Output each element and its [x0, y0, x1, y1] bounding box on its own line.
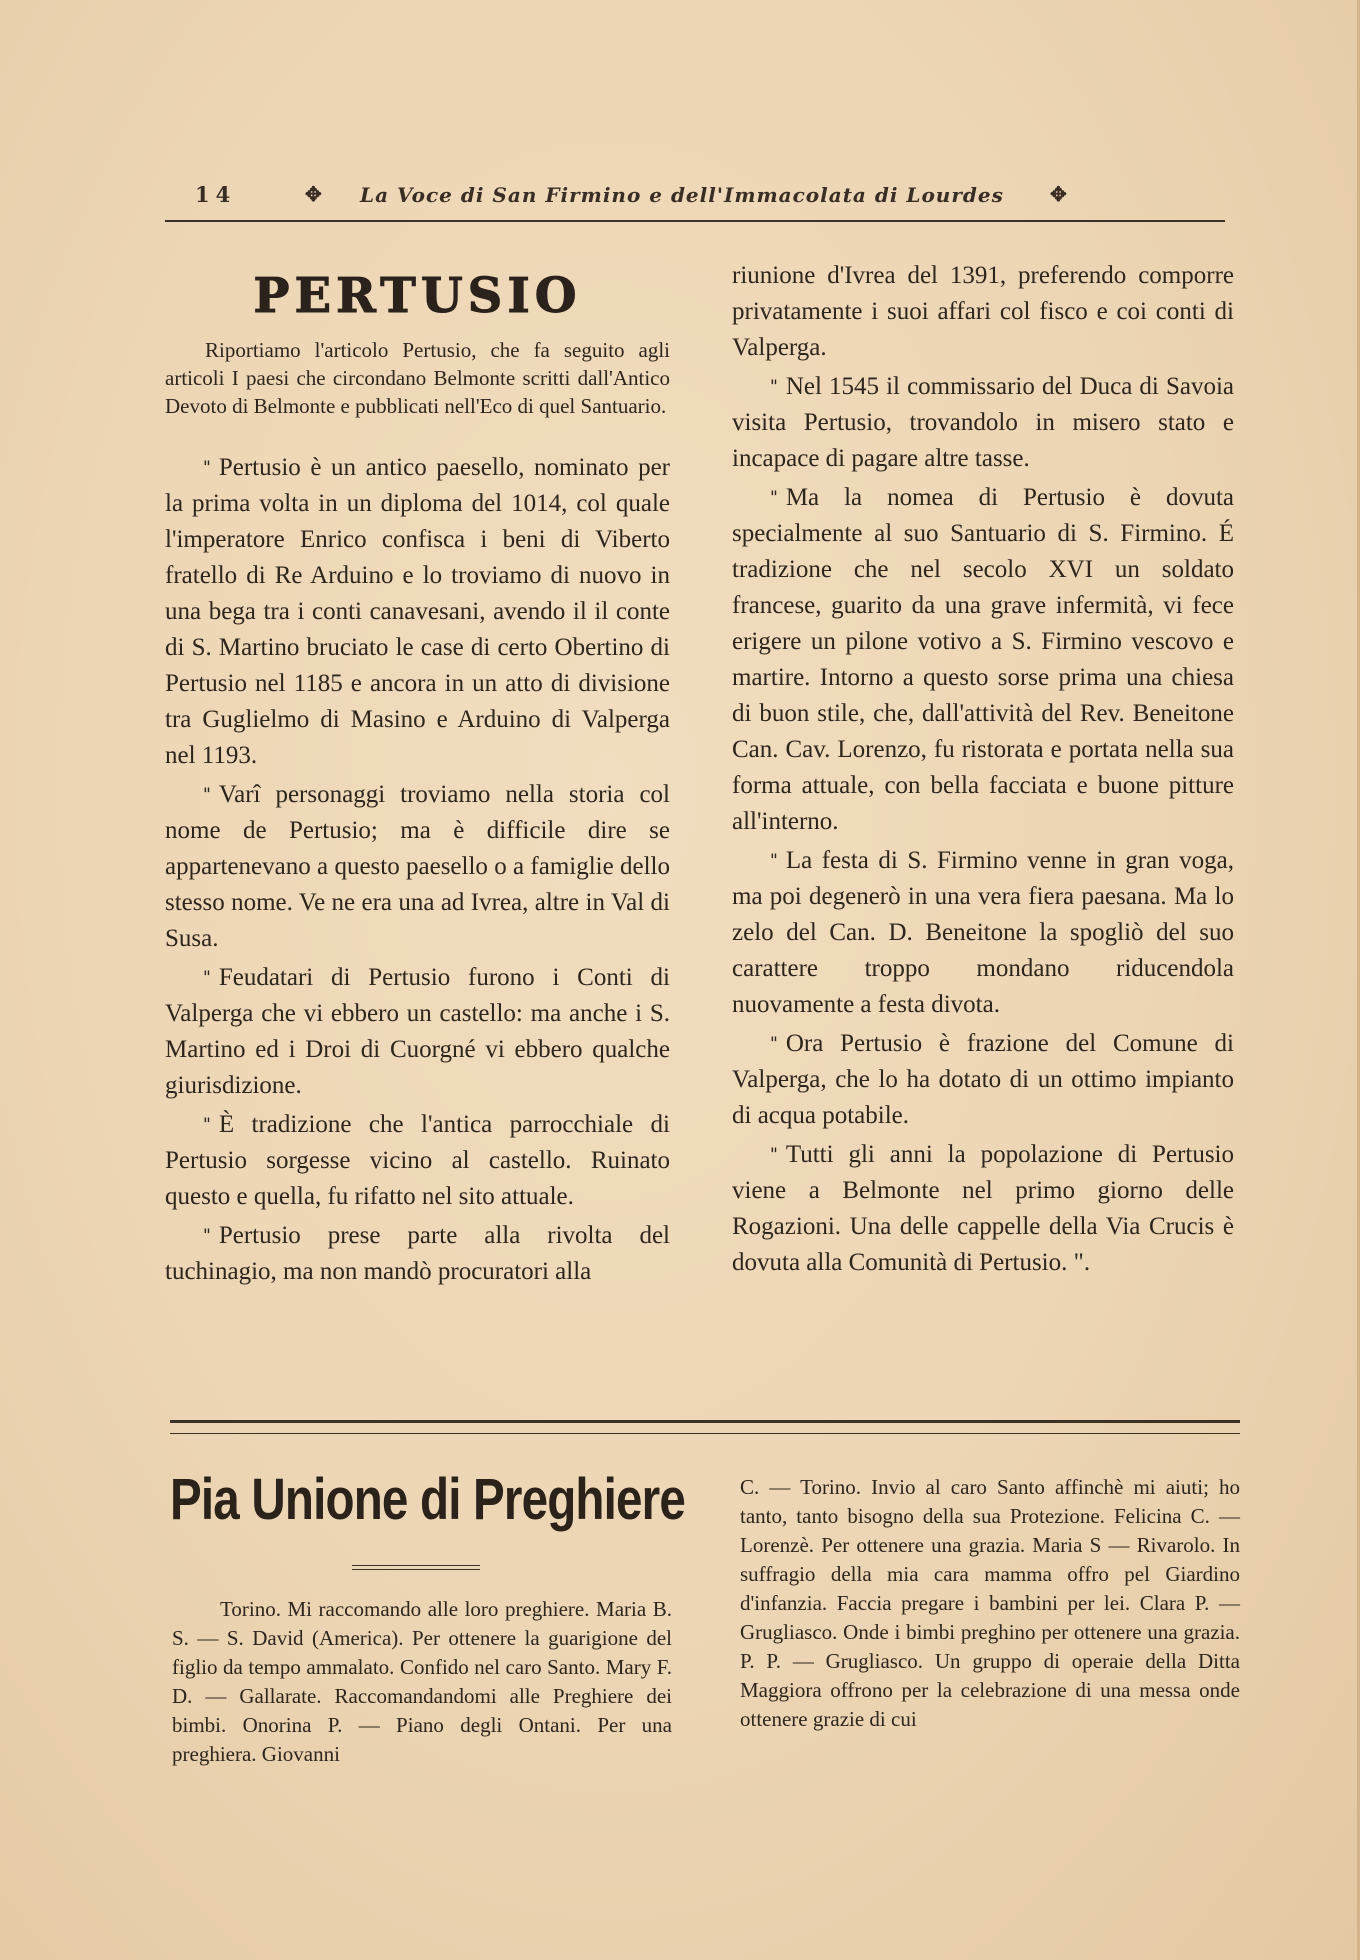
quote-mark: " [770, 488, 778, 508]
quote-mark: " [203, 968, 211, 988]
quote-mark: " [203, 1115, 211, 1135]
quote-mark: " [203, 458, 211, 478]
paragraph-continuation: riunione d'Ivrea del 1391, preferendo comporre privatamente i suoi affari col fisco e coi conti di Valperga. [732, 262, 1234, 361]
paragraph: " Tutti gli anni la popolazione di Pertusio viene a Belmonte nel primo giorno delle Rogazioni. Una delle cappelle della Via Crucis è dovuta alla Comunità di Pertusio. ". [732, 1141, 1234, 1276]
quote-mark: " [203, 1226, 211, 1246]
paragraph: " Ora Pertusio è frazione del Comune di Valperga, che lo ha dotato di un ottimo impianto di acqua potabile. [732, 1030, 1234, 1129]
prayer-requests-text: Torino. Mi raccomando alle loro preghiere. Maria B. S. — S. David (America). Per ottenere la guarigione del figlio da tempo ammalato. Confido nel caro Santo. Mary F. D. — Gallarate. Raccomandandomi alle Preghiere dei bimbi. Onorina P. — Piano degli Ontani. Per una preghiera. Giovanni [172, 1597, 672, 1766]
paragraph: " La festa di S. Firmino venne in gran voga, ma poi degenerò in una vera fiera paesana. Ma lo zelo del Can. D. Beneitone la spogliò del suo carattere troppo mondano riducendola nuovamente a festa divota. [732, 847, 1234, 1018]
article-title-pia-unione: Pia Unione di Preghiere [170, 1467, 686, 1532]
ornament-left-icon: ✥ [305, 182, 322, 206]
paragraph: " Varî personaggi troviamo nella storia col nome de Pertusio; ma è difficile dire se appartenevano a questo paesello o a famiglie dello stesso nome. Ve ne era una ad Ivrea, altre in Val di Susa. [165, 781, 670, 952]
title-underline [352, 1565, 480, 1570]
pia-unione-right-column [740, 1473, 1240, 1734]
paragraph: " È tradizione che l'antica parrocchiale di Pertusio sorgesse vicino al castello. Ruinato questo e quella, fu rifatto nel sito attuale. [165, 1111, 670, 1210]
quote-mark: " [203, 785, 211, 805]
header-rule [165, 220, 1225, 222]
ornament-right-icon: ✥ [1050, 182, 1067, 206]
section-separator [170, 1420, 1240, 1434]
paragraph: " Pertusio è un antico paesello, nominato per la prima volta in un diploma del 1014, col quale l'imperatore Enrico confisca i beni di Viberto fratello di Re Arduino e lo troviamo di nuovo in una bega tra i conti canavesani, avendo il il conte di S. Martino bruciato le case di certo Obertino di Pertusio nel 1185 e ancora in un atto di divisione tra Guglielmo di Masino e Arduino di Valperga nel 1193. [165, 454, 670, 769]
article-intro: Riportiamo l'articolo Pertusio, che fa seguito agli articoli I paesi che circondano Belmonte scritti dall'Antico Devoto di Belmonte e pubblicati nell'Eco di quel Santuario. [165, 338, 670, 418]
running-title: La Voce di San Firmino e dell'Immacolata di Lourdes [360, 183, 1004, 207]
page-number: 14 [195, 182, 237, 207]
quote-mark: " [770, 851, 778, 871]
article-pertusio-right-column [732, 258, 1234, 1284]
pia-unione-left-column [172, 1595, 672, 1769]
paragraph: " Pertusio prese parte alla rivolta del tuchinagio, ma non mandò procuratori alla [165, 1222, 670, 1285]
prayer-requests-text-continued: C. — Torino. Invio al caro Santo affinchè mi aiuti; ho tanto, tanto bisogno della sua Protezione. Felicina C. — Lorenzè. Per ottenere una grazia. Maria S — Rivarolo. In suffragio della mia cara mamma offro pel Giardino d'infanzia. Faccia pregare i bambini per lei. Clara P. — Grugliasco. Onde i bimbi preghino per ottenere una grazia. P. P. — Grugliasco. Un gruppo di operaie della Ditta Maggiora offrono per la celebrazione di una messa onde ottenere grazie di cui [740, 1475, 1240, 1731]
article-title-pertusio: PERTUSIO [253, 268, 582, 324]
paragraph: " Ma la nomea di Pertusio è dovuta specialmente al suo Santuario di S. Firmino. É tradizione che nel secolo XVI un soldato francese, guarito da una grave infermità, vi fece erigere un pilone votivo a S. Firmino vescovo e martire. Intorno a questo sorse prima una chiesa di buon stile, che, dall'attività del Rev. Beneitone Can. Cav. Lorenzo, fu ristorata e portata nella sua forma attuale, con bella facciata e buone pitture all'interno. [732, 484, 1234, 835]
article-pertusio-left-column [165, 258, 670, 1293]
quote-mark: " [770, 1145, 778, 1165]
running-header [165, 182, 1225, 214]
quote-mark: " [770, 377, 778, 397]
paragraph: " Feudatari di Pertusio furono i Conti di Valperga che vi ebbero un castello: ma anche i S. Martino ed i Droi di Cuorgné vi ebbero qualche giurisdizione. [165, 964, 670, 1099]
paragraph: " Nel 1545 il commissario del Duca di Savoia visita Pertusio, trovandolo in misero stato e incapace di pagare altre tasse. [732, 373, 1234, 472]
quote-mark: " [770, 1034, 778, 1054]
